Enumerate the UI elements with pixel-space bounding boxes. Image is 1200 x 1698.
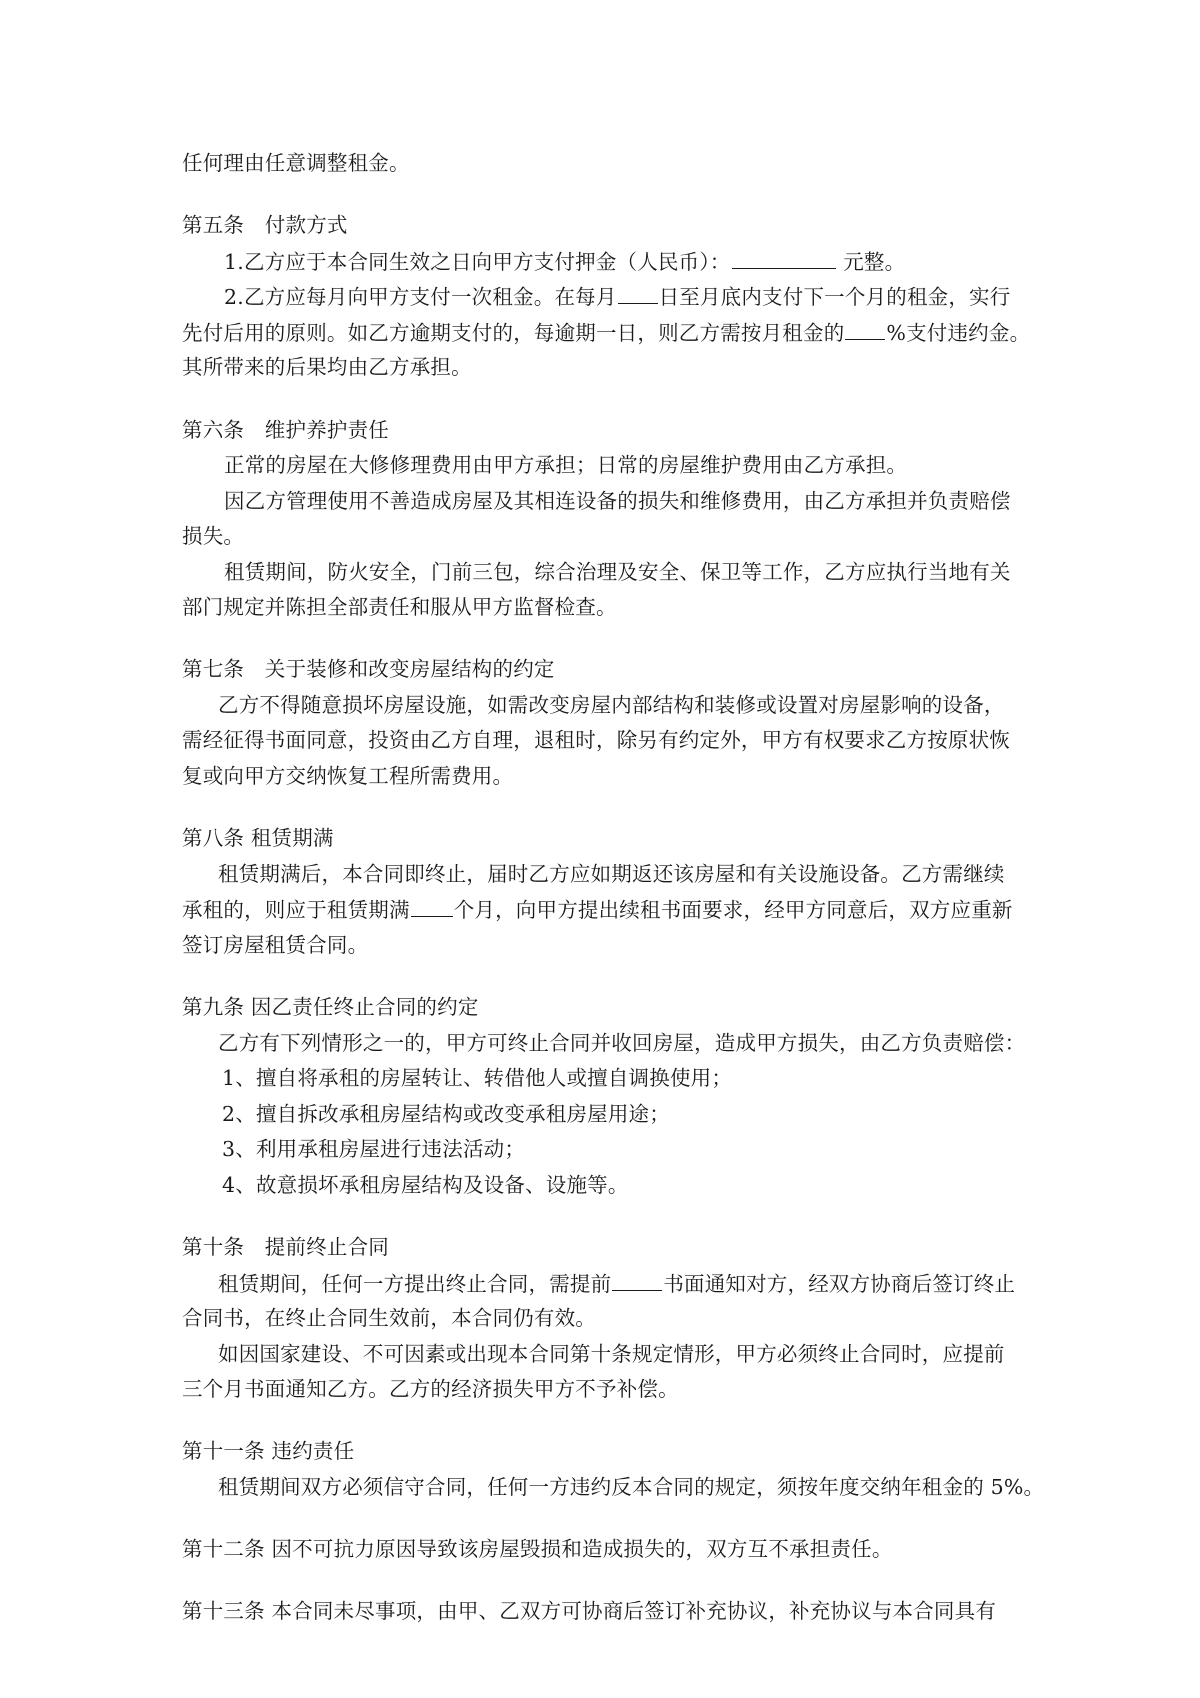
- article-11-para: 租赁期间双方必须信守合同，任何一方违约反本合同的规定，须按年度交纳年租金的 5%。: [218, 1475, 1045, 1499]
- article-7-para-line-1: 乙方不得随意损坏房屋设施，如需改变房屋内部结构和装修或设置对房屋影响的设备，: [218, 693, 1005, 717]
- article-5-para-2-line-3: 其所带来的后果均由乙方承担。: [182, 355, 472, 379]
- article-6-para-2-line-2: 损失。: [182, 524, 245, 548]
- article-12-text: 第十二条 因不可抗力原因导致该房屋毁损和造成损失的，双方互不承担责任。: [182, 1537, 893, 1561]
- intro-line: 任何理由任意调整租金。: [182, 151, 410, 175]
- article-9-item-2: 2、擅自拆改承租房屋结构或改变承租房屋用途；: [222, 1102, 670, 1126]
- article-7-para-line-2: 需经征得书面同意，投资由乙方自理，退租时，除另有约定外，甲方有权要求乙方按原状恢: [182, 728, 1010, 752]
- article-8-para-line-2: 承租的，则应于租赁期满 个月，向甲方提出续租书面要求，经甲方同意后，双方应重新: [182, 898, 1013, 922]
- article-10-para-2-line-1: 如因国家建设、不可因素或出现本合同第十条规定情形，甲方必须终止合同时，应提前: [218, 1342, 1005, 1366]
- article-11-heading: 第十一条 违约责任: [182, 1439, 355, 1463]
- article-6-heading: 第六条 维护养护责任: [182, 418, 389, 442]
- penalty-percent-blank[interactable]: [845, 319, 885, 340]
- article-13-text: 第十三条 本合同未尽事项，由甲、乙双方可协商后签订补充协议，补充协议与本合同具有: [182, 1599, 997, 1623]
- article-7-heading: 第七条 关于装修和改变房屋结构的约定: [182, 657, 555, 681]
- article-8-para-line-1: 租赁期满后，本合同即终止，届时乙方应如期返还该房屋和有关设施设备。乙方需继续: [218, 862, 1005, 886]
- article-10-para-1-line-1: 租赁期间，任何一方提出终止合同，需提前 书面通知对方，经双方协商后签订终止: [218, 1272, 1016, 1296]
- article-7-para-line-3: 复或向甲方交纳恢复工程所需费用。: [182, 764, 514, 788]
- article-5-para-2-line-2: 先付后用的原则。如乙方逾期支付的，每逾期一日，则乙方需按月租金的 %支付违约金。: [182, 321, 1031, 345]
- payment-day-blank[interactable]: [618, 283, 658, 304]
- termination-notice-blank[interactable]: [612, 1270, 662, 1291]
- article-9-item-3: 3、利用承租房屋进行违法活动；: [222, 1137, 526, 1161]
- article-6-para-2-line-1: 因乙方管理使用不善造成房屋及其相连设备的损失和维修费用，由乙方承担并负责赔偿: [224, 489, 1011, 513]
- article-8-heading: 第八条 租赁期满: [182, 826, 334, 850]
- article-10-heading: 第十条 提前终止合同: [182, 1235, 389, 1259]
- article-6-para-3-line-2: 部门规定并陈担全部责任和服从甲方监督检查。: [182, 595, 617, 619]
- article-9-item-1: 1、擅自将承租的房屋转让、转借他人或擅自调换使用；: [222, 1066, 733, 1090]
- article-10-para-2-line-2: 三个月书面通知乙方。乙方的经济损失甲方不予补偿。: [182, 1377, 679, 1401]
- deposit-amount-blank[interactable]: [732, 248, 836, 269]
- article-8-para-line-3: 签订房屋租赁合同。: [182, 933, 369, 957]
- renewal-notice-months-blank[interactable]: [411, 896, 453, 917]
- article-5-para-1: 1.乙方应于本合同生效之日向甲方支付押金（人民币）： 元整。: [224, 250, 906, 274]
- article-9-item-4: 4、故意损坏承租房屋结构及设备、设施等。: [222, 1173, 629, 1197]
- article-5-para-2-line-1: 2.乙方应每月向甲方支付一次租金。在每月 日至月底内支付下一个月的租金，实行: [224, 285, 1011, 309]
- article-9-intro: 乙方有下列情形之一的，甲方可终止合同并收回房屋，造成甲方损失，由乙方负责赔偿：: [218, 1031, 1026, 1055]
- article-10-para-1-line-2: 合同书，在终止合同生效前，本合同仍有效。: [182, 1306, 596, 1330]
- article-9-heading: 第九条 因乙责任终止合同的约定: [182, 995, 479, 1019]
- article-6-para-3-line-1: 租赁期间，防火安全，门前三包，综合治理及安全、保卫等工作，乙方应执行当地有关: [224, 560, 1011, 584]
- article-6-para-1: 正常的房屋在大修修理费用由甲方承担；日常的房屋维护费用由乙方承担。: [224, 453, 908, 477]
- article-5-heading: 第五条 付款方式: [182, 213, 348, 237]
